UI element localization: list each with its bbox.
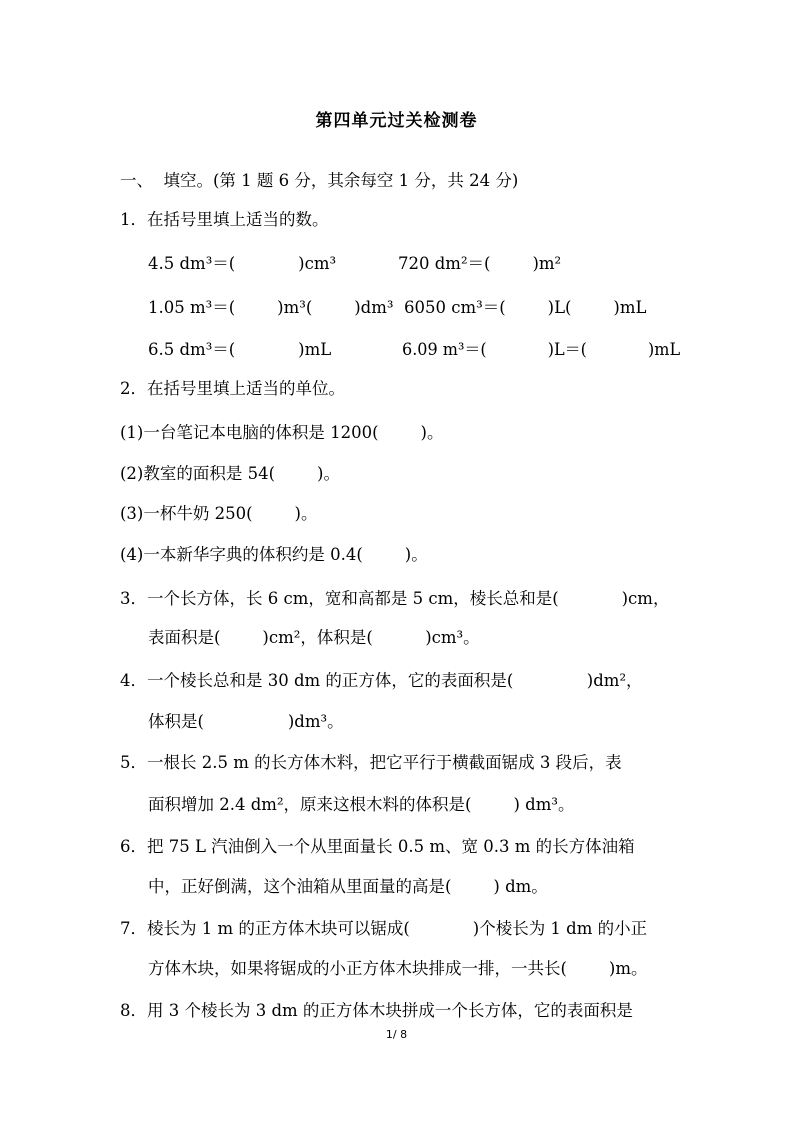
question-6-line2: 中，正好倒满，这个油箱从里面量的高是( ) dm。 — [148, 877, 548, 896]
q2-item: (1)一台笔记本电脑的体积是 1200( )。 — [120, 423, 444, 442]
question-1-stem: 1．在括号里填上适当的数。 — [120, 210, 329, 229]
q2-item: (2)教室的面积是 54( )。 — [120, 464, 340, 483]
question-2-stem: 2．在括号里填上适当的单位。 — [120, 379, 345, 398]
question-6-line1: 6．把 75 L 汽油倒入一个从里面量长 0.5 m、宽 0.3 m 的长方体油箱 — [120, 837, 635, 856]
question-4-line2: 体积是( )dm³。 — [148, 712, 344, 731]
section-heading: 一、 填空。(第 1 题 6 分，其余每空 1 分，共 24 分) — [120, 171, 519, 190]
question-5-line1: 5．一根长 2.5 m 的长方体木料，把它平行于横截面锯成 3 段后，表 — [120, 753, 622, 772]
page-number: 1/ 8 — [385, 1028, 408, 1041]
question-8-line1: 8．用 3 个棱长为 3 dm 的正方体木块拼成一个长方体，它的表面积是 — [120, 1001, 633, 1020]
question-7-line1: 7．棱长为 1 m 的正方体木块可以锯成( )个棱长为 1 dm 的小正 — [120, 919, 648, 938]
q2-item: (4)一本新华字典的体积约是 0.4( )。 — [120, 545, 428, 564]
q2-item: (3)一杯牛奶 250( )。 — [120, 504, 318, 523]
question-3-line1: 3．一个长方体，长 6 cm，宽和高都是 5 cm，棱长总和是( )cm， — [120, 589, 670, 608]
q1-row1-right: 720 dm²＝( )m² — [398, 254, 562, 273]
page-title: 第四单元过关检测卷 — [315, 111, 478, 131]
question-4-line1: 4．一个棱长总和是 30 dm 的正方体，它的表面积是( )dm²， — [120, 671, 643, 690]
question-5-line2: 面积增加 2.4 dm²，原来这根木料的体积是( ) dm³。 — [148, 795, 575, 814]
q1-row2-right: 6050 cm³＝( )L( )mL — [404, 298, 647, 317]
question-7-line2: 方体木块，如果将锯成的小正方体木块排成一排，一共长( )m。 — [148, 959, 648, 978]
q1-row1-left: 4.5 dm³＝( )cm³ — [148, 254, 337, 273]
q1-row3-left: 6.5 dm³＝( )mL — [148, 340, 332, 359]
question-3-line2: 表面积是( )cm²，体积是( )cm³。 — [148, 628, 480, 647]
q1-row3-right: 6.09 m³＝( )L＝( )mL — [402, 340, 681, 359]
q1-row2-left: 1.05 m³＝( )m³( )dm³ — [148, 298, 394, 317]
